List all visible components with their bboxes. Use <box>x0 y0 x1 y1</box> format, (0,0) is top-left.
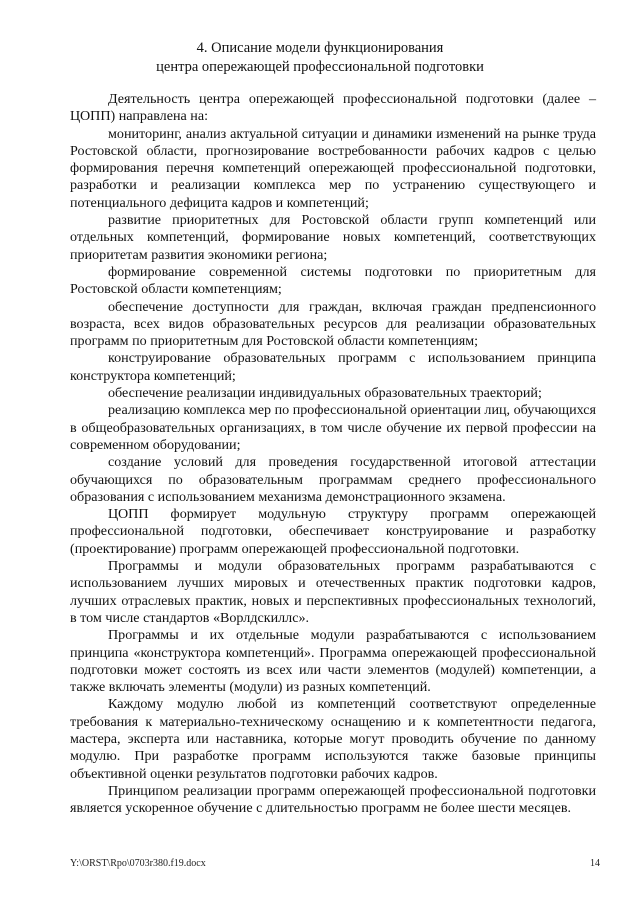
page-number: 14 <box>590 858 600 869</box>
heading-line-1: 4. Описание модели функционирования <box>196 40 444 56</box>
paragraph-list-item: создание условий для проведения государственной итоговой аттестации обучающихся по образовательным программам среднего профессионального образования с использованием механизма демонстрационного экзамена. <box>70 454 596 505</box>
footer-file-path: Y:\ORST\Rpo\0703r380.f19.docx <box>70 858 206 869</box>
paragraph: ЦОПП формирует модульную структуру программ опережающей профессиональной подготовки, обеспечивает конструирование и разработку (проектирование) программ опережающей профессиональной подготовки. <box>70 506 596 557</box>
paragraph-intro: Деятельность центра опережающей профессиональной подготовки (далее – ЦОПП) направлена на: <box>70 91 596 125</box>
paragraph: Программы и модули образовательных программ разрабатываются с использованием лучших мировых и отечественных практик подготовки кадров, лучших отраслевых практик, новых и перспективных профессиональных технологий, в том числе стандартов «Ворлдскиллс». <box>70 558 596 626</box>
section-heading <box>0 39 640 77</box>
paragraph: Принципом реализации программ опережающей профессиональной подготовки является ускоренное обучение с длительностью программ не более шести месяцев. <box>70 782 596 817</box>
paragraph-list-item: обеспечение доступности для граждан, включая граждан предпенсионного возраста, всех видов образовательных ресурсов для реализации образовательных программ по приоритетным для Ростовской области компетенциям; <box>70 298 596 350</box>
paragraph: Каждому модулю любой из компетенций соответствуют определенные требования к материально-техническому оснащению и к компетентности педагога, мастера, эксперта или наставника, которые могут проводить обучение по данному модулю. При разработке программ используются также базовые принципы объективной оценки результатов подготовки рабочих кадров. <box>70 696 596 782</box>
document-body <box>70 91 596 817</box>
paragraph-list-item: мониторинг, анализ актуальной ситуации и динамики изменений на рынке труда Ростовской области, прогнозирование востребованности рабочих кадров с целью формирования перечня компетенций опережающей профессиональной подготовки, разработки и реализации комплекса мер по устранению существующего и потенциального дефицита кадров и компетенций; <box>70 125 596 211</box>
paragraph-list-item: реализацию комплекса мер по профессиональной ориентации лиц, обучающихся в общеобразовательных организациях, в том числе обучение их первой профессии на современном оборудовании; <box>70 402 596 453</box>
paragraph-list-item: развитие приоритетных для Ростовской области групп компетенций или отдельных компетенций, формирование новых компетенций, соответствующих приоритетам развития экономики региона; <box>70 212 596 263</box>
heading-line-2: центра опережающей профессиональной подготовки <box>156 59 484 75</box>
paragraph-list-item: обеспечение реализации индивидуальных образовательных траекторий; <box>108 385 542 402</box>
paragraph: Программы и их отдельные модули разрабатываются с использованием принципа «конструктора компетенций». Программа опережающей профессиональной подготовки может состоять из всех или части элементов (модулей) компетенции, а также включать элементы (модули) из разных компетенций. <box>70 627 596 696</box>
paragraph-list-item: формирование современной системы подготовки по приоритетным для Ростовской области компетенциям; <box>70 263 596 298</box>
paragraph-list-item: конструирование образовательных программ с использованием принципа конструктора компетенций; <box>70 350 596 384</box>
